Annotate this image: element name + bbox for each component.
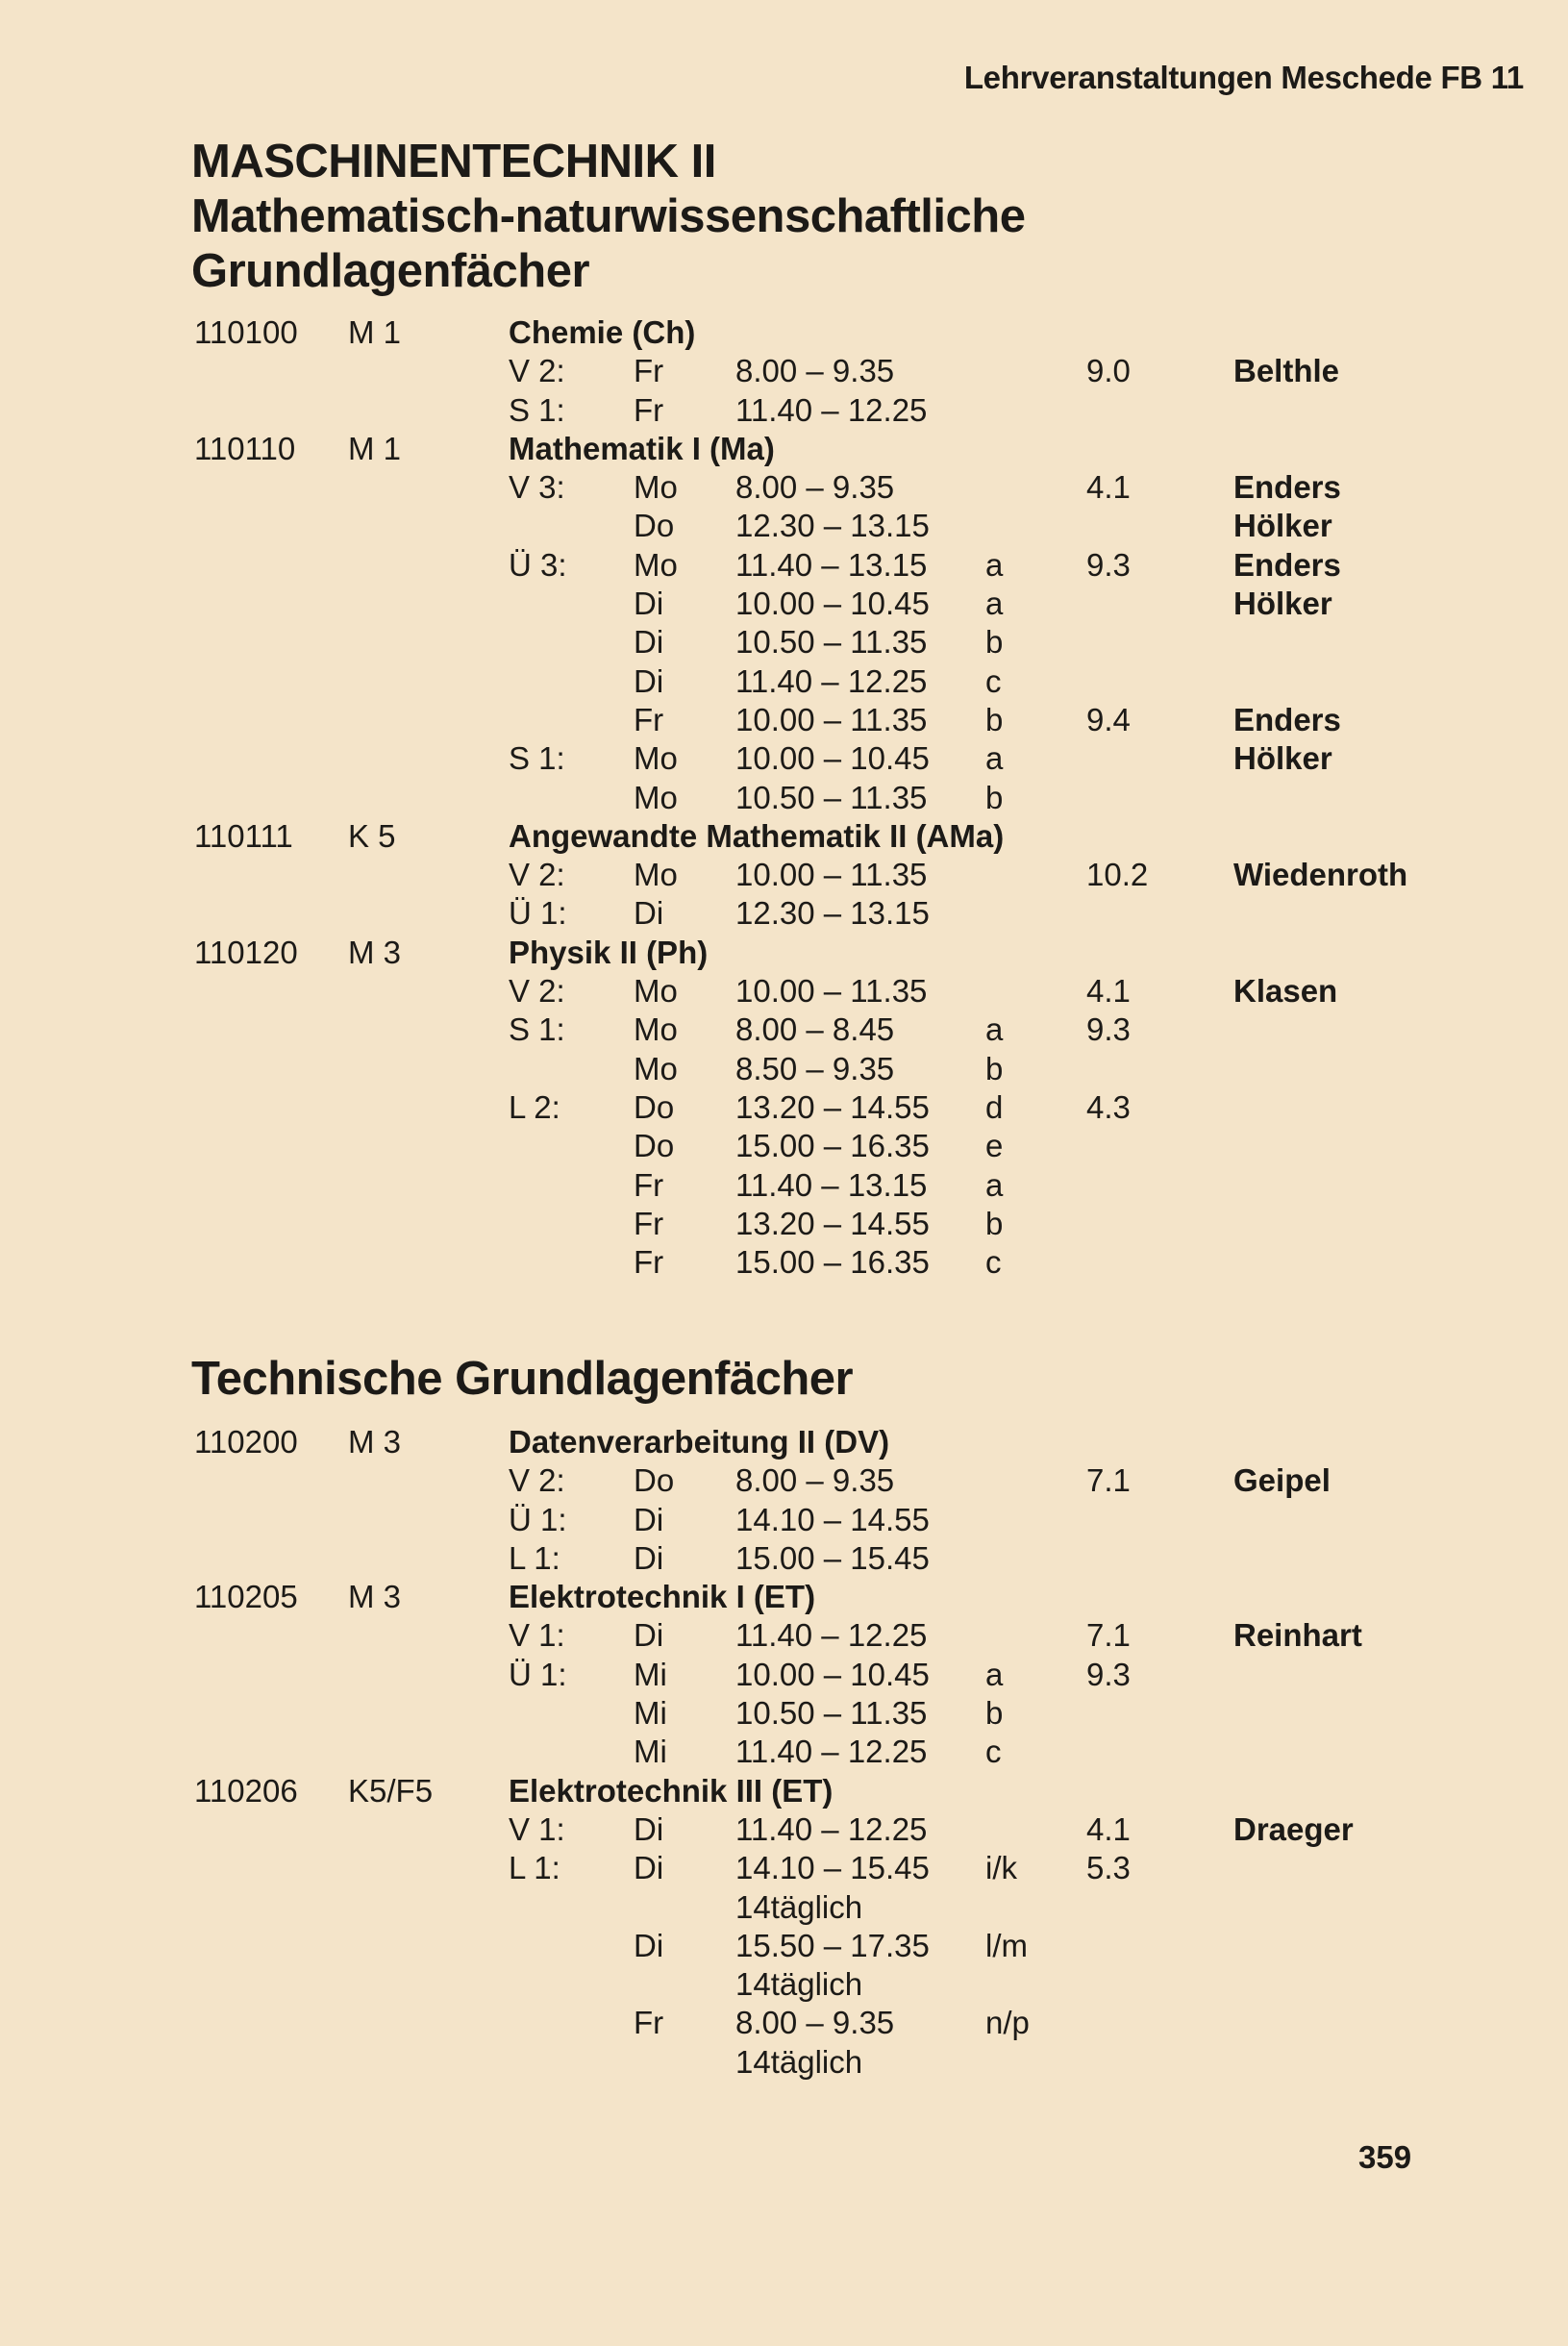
course-code: M 3 [348,1424,402,1460]
session-type: Ü 1: [509,895,567,932]
session-group: i/k [985,1850,1017,1886]
course-title: Elektrotechnik I (ET) [509,1579,816,1615]
session-row [0,1050,1568,1088]
session-lecturer: Wiedenroth [1233,857,1408,893]
session-time: 15.50 – 17.35 [735,1927,930,1963]
session-type: V 2: [509,973,565,1010]
course-list [0,1423,1568,2082]
session-room: 7.1 [1086,1462,1131,1499]
session-day: Fr [634,2005,664,2041]
course-title: Datenverarbeitung II (DV) [509,1424,890,1460]
session-row [0,1656,1568,1694]
session-time: 10.00 – 11.35 [735,857,928,893]
session-time: 11.40 – 13.15 [735,1166,928,1203]
session-row [0,701,1568,739]
session-day: Fr [634,1166,664,1203]
session-day: Mo [634,857,678,893]
session-type: V 2: [509,857,565,893]
session-time: 15.00 – 15.45 [735,1539,930,1576]
session-group: b [985,1695,1004,1732]
course-title: Chemie (Ch) [509,314,696,350]
session-group: e [985,1128,1004,1164]
session-lecturer: Enders [1233,469,1341,506]
course-row [0,1423,1568,1461]
session-day: Mo [634,546,678,583]
session-room: 7.1 [1086,1617,1131,1654]
session-type: V 1: [509,1810,565,1847]
session-group: a [985,1166,1004,1203]
session-time: 10.00 – 11.35 [735,701,928,737]
session-group: c [985,662,1002,699]
session-row [0,856,1568,894]
session-group: b [985,1050,1004,1086]
session-time: 10.00 – 10.45 [735,1656,930,1692]
course-title: Elektrotechnik III (ET) [509,1772,834,1809]
session-row [0,1205,1568,1243]
course-row [0,1578,1568,1616]
note-row [0,1965,1568,2004]
note-row [0,1888,1568,1927]
session-type: L 1: [509,1539,560,1576]
course-number: 110205 [194,1579,298,1615]
course-row [0,313,1568,352]
course-number: 110111 [194,817,293,854]
session-group: n/p [985,2005,1030,2041]
course-list [0,313,1568,1282]
session-day: Mi [634,1734,667,1770]
session-time: 10.50 – 11.35 [735,779,928,815]
session-time: 8.00 – 9.35 [735,469,895,506]
course-code: M 3 [348,934,402,970]
session-group: b [985,624,1004,661]
session-time: 12.30 – 13.15 [735,895,930,932]
page-header: Lehrveranstaltungen Meschede FB 11 [963,60,1524,95]
session-room: 9.3 [1086,546,1131,583]
session-time: 11.40 – 12.25 [735,391,928,428]
session-lecturer: Enders [1233,546,1341,583]
session-group: a [985,586,1004,622]
course-row [0,1772,1568,1810]
session-day: Mo [634,973,678,1010]
session-group: b [985,779,1004,815]
session-day: Do [634,1462,675,1499]
session-group: l/m [985,1927,1028,1963]
session-day: Do [634,508,675,544]
session-day: Mi [634,1695,667,1732]
session-row [0,739,1568,778]
session-row [0,1849,1568,1887]
session-day: Di [634,1810,664,1847]
session-day: Fr [634,1205,664,1241]
session-room: 4.1 [1086,973,1131,1010]
session-group: c [985,1734,1002,1770]
session-note: 14täglich [735,2043,863,2080]
session-time: 8.00 – 9.35 [735,2005,895,2041]
session-type: Ü 3: [509,546,567,583]
session-group: a [985,1656,1004,1692]
session-row [0,972,1568,1011]
session-lecturer: Klasen [1233,973,1338,1010]
session-type: V 2: [509,353,565,389]
session-time: 14.10 – 14.55 [735,1501,930,1537]
session-group: c [985,1244,1002,1281]
session-time: 10.50 – 11.35 [735,624,928,661]
session-day: Mo [634,469,678,506]
session-row [0,779,1568,817]
session-note: 14täglich [735,1966,863,2003]
session-row [0,1127,1568,1165]
session-row [0,507,1568,545]
course-code: M 1 [348,430,402,466]
session-time: 15.00 – 16.35 [735,1244,930,1281]
session-day: Mo [634,1050,678,1086]
session-day: Di [634,1927,664,1963]
session-row [0,1243,1568,1282]
session-time: 13.20 – 14.55 [735,1205,930,1241]
session-day: Di [634,1539,664,1576]
session-row [0,391,1568,430]
session-type: V 1: [509,1617,565,1654]
section-heading-line: Mathematisch-naturwissenschaftliche [191,190,1026,242]
session-room: 9.3 [1086,1656,1131,1692]
session-row [0,2004,1568,2042]
session-room: 4.1 [1086,469,1131,506]
session-row [0,1166,1568,1205]
session-lecturer: Geipel [1233,1462,1331,1499]
session-day: Fr [634,391,664,428]
session-time: 11.40 – 13.15 [735,546,928,583]
course-title: Angewandte Mathematik II (AMa) [509,817,1005,854]
session-row [0,1461,1568,1500]
session-time: 8.50 – 9.35 [735,1050,895,1086]
session-day: Mi [634,1656,667,1692]
session-day: Di [634,895,664,932]
session-day: Di [634,586,664,622]
session-lecturer: Hölker [1233,740,1332,777]
session-time: 11.40 – 12.25 [735,1734,928,1770]
session-lecturer: Belthle [1233,353,1340,389]
session-time: 11.40 – 12.25 [735,1617,928,1654]
session-row [0,585,1568,623]
session-lecturer: Reinhart [1233,1617,1362,1654]
session-note: 14täglich [735,1888,863,1925]
session-row [0,1810,1568,1849]
course-row [0,817,1568,856]
session-lecturer: Hölker [1233,586,1332,622]
session-row [0,1733,1568,1771]
session-row [0,1616,1568,1655]
section-heading-line: MASCHINENTECHNIK II [191,136,716,187]
session-day: Do [634,1128,675,1164]
session-room: 9.3 [1086,1011,1131,1048]
session-time: 10.00 – 10.45 [735,740,930,777]
course-number: 110110 [194,430,296,466]
session-row [0,546,1568,585]
session-time: 11.40 – 12.25 [735,1810,928,1847]
course-code: K 5 [348,817,396,854]
session-time: 8.00 – 9.35 [735,1462,895,1499]
session-room: 10.2 [1086,857,1149,893]
section-heading-line: Grundlagenfächer [191,245,590,297]
session-time: 12.30 – 13.15 [735,508,930,544]
session-room: 9.0 [1086,353,1131,389]
session-time: 10.50 – 11.35 [735,1695,928,1732]
session-row [0,894,1568,933]
course-row [0,430,1568,468]
session-row [0,1501,1568,1539]
course-code: M 3 [348,1579,402,1615]
section-heading-line: Technische Grundlagenfächer [191,1353,854,1405]
session-time: 10.00 – 10.45 [735,586,930,622]
course-title: Physik II (Ph) [509,934,709,970]
session-day: Fr [634,701,664,737]
session-time: 13.20 – 14.55 [735,1088,930,1125]
session-type: Ü 1: [509,1656,567,1692]
course-row [0,934,1568,972]
session-day: Mo [634,1011,678,1048]
session-type: V 3: [509,469,565,506]
session-day: Di [634,624,664,661]
session-type: L 1: [509,1850,560,1886]
session-day: Mo [634,740,678,777]
session-time: 8.00 – 9.35 [735,353,895,389]
note-row [0,2043,1568,2082]
session-day: Mo [634,779,678,815]
session-day: Di [634,662,664,699]
session-row [0,1539,1568,1578]
session-row [0,352,1568,390]
section-heading [191,135,1025,299]
course-number: 110120 [194,934,298,970]
session-group: b [985,1205,1004,1241]
session-room: 5.3 [1086,1850,1131,1886]
session-row [0,1011,1568,1049]
course-title: Mathematik I (Ma) [509,430,775,466]
session-room: 9.4 [1086,701,1131,737]
session-row [0,1088,1568,1127]
session-time: 10.00 – 11.35 [735,973,928,1010]
session-day: Di [634,1850,664,1886]
session-row [0,662,1568,701]
session-row [0,1927,1568,1965]
session-group: a [985,546,1004,583]
session-lecturer: Hölker [1233,508,1332,544]
session-type: L 2: [509,1088,560,1125]
section-heading [191,1352,853,1407]
page-number: 359 [1358,2139,1412,2175]
session-group: a [985,740,1004,777]
session-group: a [985,1011,1004,1048]
session-type: V 2: [509,1462,565,1499]
session-time: 8.00 – 8.45 [735,1011,895,1048]
session-day: Di [634,1501,664,1537]
session-day: Di [634,1617,664,1654]
session-type: S 1: [509,1011,565,1048]
session-day: Fr [634,353,664,389]
session-row [0,623,1568,661]
session-room: 4.3 [1086,1088,1131,1125]
session-day: Fr [634,1244,664,1281]
session-room: 4.1 [1086,1810,1131,1847]
course-code: K5/F5 [348,1772,434,1809]
session-group: b [985,701,1004,737]
session-row [0,468,1568,507]
course-code: M 1 [348,314,402,350]
session-day: Do [634,1088,675,1125]
session-type: Ü 1: [509,1501,567,1537]
session-lecturer: Draeger [1233,1810,1354,1847]
session-type: S 1: [509,391,565,428]
session-lecturer: Enders [1233,701,1341,737]
session-row [0,1694,1568,1733]
session-group: d [985,1088,1004,1125]
session-time: 15.00 – 16.35 [735,1128,930,1164]
course-number: 110100 [194,314,298,350]
session-type: S 1: [509,740,565,777]
session-time: 14.10 – 15.45 [735,1850,930,1886]
course-number: 110200 [194,1424,298,1460]
session-time: 11.40 – 12.25 [735,662,928,699]
course-number: 110206 [194,1772,298,1809]
